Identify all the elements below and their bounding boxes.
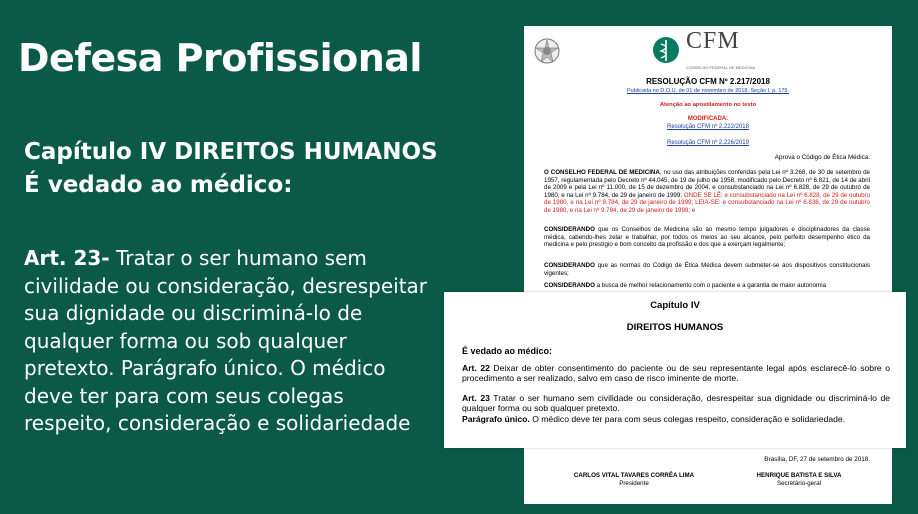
art23-label: Art. 23 [462,393,490,403]
article-label: Art. 23- [24,246,110,270]
considering-text: que as normas do Código de Ética Médica devem submeter-se aos dispositivos constitucionais vigentes; [544,262,870,277]
excerpt-forbidden: É vedado ao médico: [462,346,553,356]
art22-text: Deixar de obter consentimento do paciente ou de seu representante legal após esclarecê-lo sobre o procedimento a ser realizado, salvo em caso de risco iminente de morte. [462,363,891,384]
considering-label: CONSIDERANDO [544,262,595,269]
council-name: O CONSELHO FEDERAL DE MEDICINA [544,169,660,176]
considering-paragraph-3 [544,282,870,290]
signer-2-role: Secretário-geral [776,480,822,487]
excerpt-chapter: Capítulo IV [650,300,700,311]
chapter-line-2: É vedado ao médico: [24,172,293,198]
considering-paragraph-1 [544,226,870,249]
signer-1-role: Presidente [619,480,649,487]
excerpt-article-22 [462,363,890,384]
modified-ref-link-1[interactable]: Resolução CFM nº 2.222/2018 [667,124,749,130]
excerpt-paragraph [462,414,890,424]
article-23-text [24,245,434,438]
preamble-paragraph [544,169,870,215]
signature-date: Brasília, DF, 27 de setembro de 2018. [764,456,870,463]
considering-label: CONSIDERANDO [544,282,595,289]
article-body: Tratar o ser humano sem civilidade ou consideração, desrespeitar sua dignidade ou discriminá-lo de qualquer forma ou sob qualquer pretexto. Parágrafo único. O médico deve ter para com seus colegas respeito, consideração e solidariedade [24,246,428,435]
considering-text: que os Conselhos de Medicina são ao mesmo tempo julgadores e disciplinadores da classe médica, cabendo-lhes zelar e trabalhar, por todos os meios ao seu alcance, pelo perfeito desempenho ético da medicina e pelo prestígio e bom conceito da profissão e dos que a exerçam legalmente; [544,226,870,249]
modified-label: MODIFICADA: [687,116,729,122]
cfm-logo-subtitle: CONSELHO FEDERAL DE MEDICINA [686,65,756,70]
art23-text: Tratar o ser humano sem civilidade ou consideração, desrespeitar sua dignidade ou discriminá-lo de qualquer forma ou sob qualquer pretexto. [462,393,891,414]
signer-2-name: HENRIQUE BATISTA E SILVA [756,472,842,479]
paragraph-label: Parágrafo único. [462,414,530,424]
considering-paragraph-2 [544,262,870,277]
signer-1-name: CARLOS VITAL TAVARES CORRÊA LIMA [573,472,695,479]
modified-ref-link-2[interactable]: Resolução CFM nº 2.226/2019 [667,140,749,146]
attention-note: Atenção ao apostilamento no texto [659,102,757,108]
approves-text: Aprova o Código de Ética Médica. [774,154,870,161]
chapter-line-1: Capítulo IV DIREITOS HUMANOS [24,139,438,165]
chapter-excerpt-document [444,292,906,448]
considering-text: a busca de melhor relacionamento com o paciente e a garantia de maior autonomia [594,282,827,289]
excerpt-heading: DIREITOS HUMANOS [626,322,724,333]
slide-title: Defesa Profissional [18,36,422,80]
chapter-heading [24,136,438,202]
paragraph-text: O médico deve ter para com seus colegas respeito, consideração e solidariedade. [529,414,846,424]
excerpt-article-23 [462,393,890,414]
cfm-logo-text: CFM [686,28,740,54]
brazil-coat-of-arms-icon [532,36,562,66]
correction-note: ONDE SE LÊ: e consubstanciado na Lei nº 6.828, de 29 de outubro de 1980, e na Lei nº 9.784, de 29 de janeiro de 1999; LEIA-SE: e consubstanciado na Lei nº 6.838, de 29 de outubro de 1980, e na Lei nº 9.784, de 29 de janeiro de 1999; e [544,191,871,214]
publication-link[interactable]: Publicada no D.O.U. de 01 de novembro de 2018, Seção I, p. 179. [626,88,790,94]
preamble-text: , no uso das atribuições conferidas pela Lei nº 3.268, de 30 de setembro de 1957, regulamentada pelo Decreto nº 44.045, de 19 de julho de 1958, modificado pelo Decreto nº 6.821, de 14 de abril de 2009 e pela Lei nº 11.000, de 15 de dezembro de 2004, e consubstanciado na Lei nº 6.828, de 29 de outubro de 1980, e na Lei nº 9.784, de 29 de janeiro de 1999; [544,169,870,199]
considering-label: CONSIDERANDO [544,226,595,233]
resolution-title: RESOLUÇÃO CFM Nº 2.217/2018 [646,77,770,86]
art22-label: Art. 22 [462,363,490,373]
